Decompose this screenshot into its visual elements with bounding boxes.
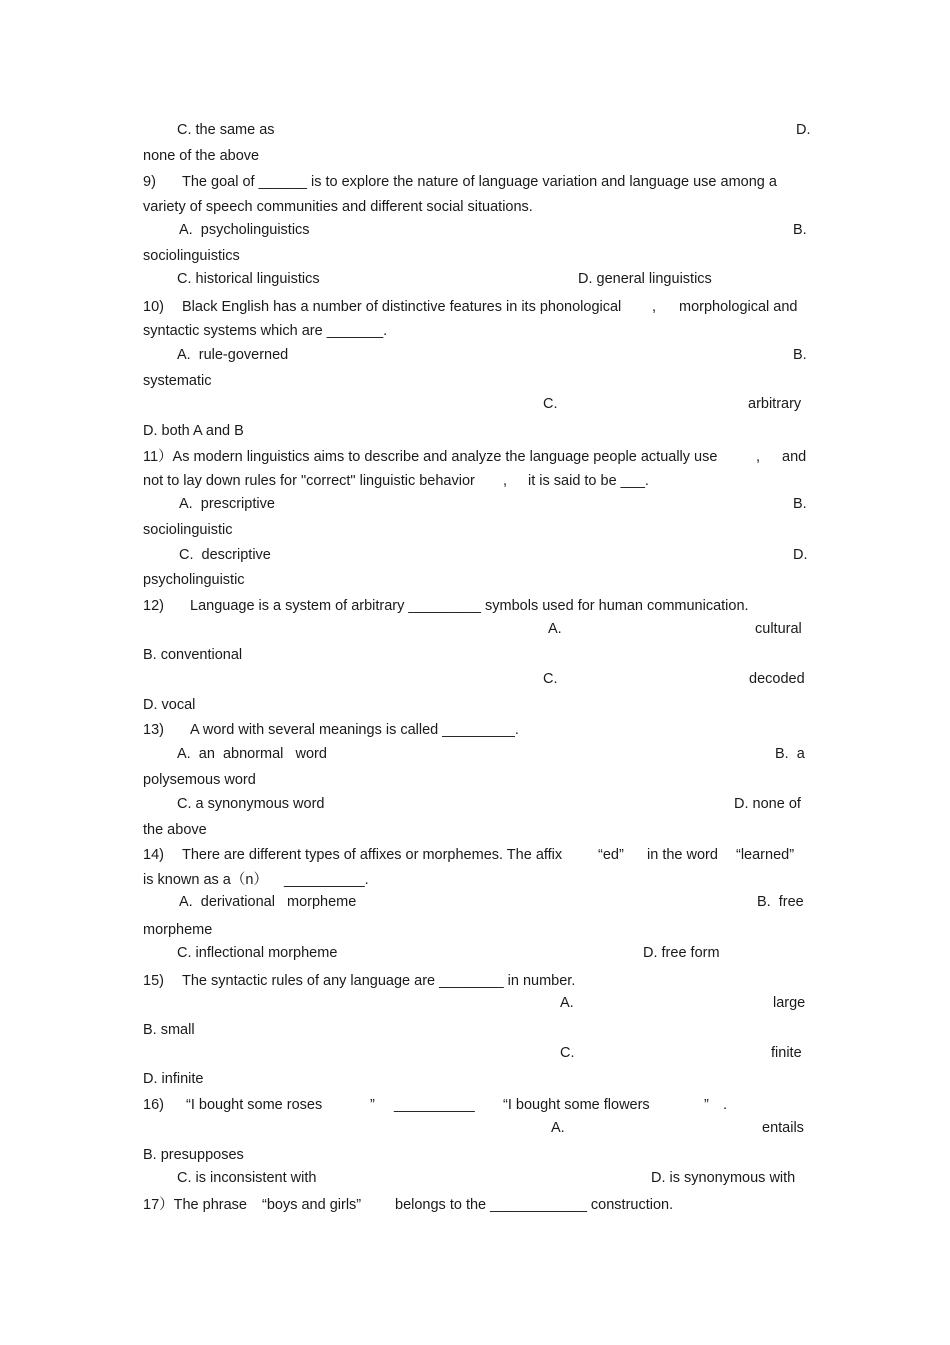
question-text: The syntactic rules of any language are ________ in number. xyxy=(182,973,576,989)
option-c-text: decoded xyxy=(749,671,805,687)
question-text: belongs to the ____________ construction. xyxy=(395,1197,674,1213)
question-text: 17）The phrase xyxy=(143,1197,247,1213)
option-b: B. presupposes xyxy=(143,1147,244,1163)
question-text: is known as a（n） xyxy=(143,872,268,888)
punctuation: , xyxy=(652,299,657,315)
option-b-label: B. xyxy=(793,347,807,363)
question-text: variety of speech communities and different social situations. xyxy=(143,199,533,215)
option-c-label: C. xyxy=(560,1045,575,1061)
option-d: D. vocal xyxy=(143,697,196,713)
question-text: The goal of ______ is to explore the nature of language variation and language use among a xyxy=(182,174,777,190)
option-a: A. rule-governed xyxy=(177,347,289,363)
question-text: 11）As modern linguistics aims to describe and analyze the language people actually use xyxy=(143,449,718,465)
question-number: 14) xyxy=(143,847,164,863)
option-d: D. both A and B xyxy=(143,423,244,439)
option-b: B. small xyxy=(143,1022,195,1038)
option-c: C. descriptive xyxy=(179,547,271,563)
option-a-text: entails xyxy=(762,1120,804,1136)
quoted-sentence: “I bought some flowers xyxy=(503,1097,650,1113)
option-b-label: B. xyxy=(793,496,807,512)
option-a: A. psycholinguistics xyxy=(179,222,310,238)
question-number: 13) xyxy=(143,722,164,738)
punctuation: . xyxy=(723,1097,728,1113)
quoted-term: “ed” xyxy=(598,847,624,863)
question-text: There are different types of affixes or morphemes. The affix xyxy=(182,847,563,863)
option-a: A. prescriptive xyxy=(179,496,275,512)
option-a-text: large xyxy=(773,995,806,1011)
option-a-label: A. xyxy=(551,1120,565,1136)
option-d-text: psycholinguistic xyxy=(143,572,245,588)
option-d: D. free form xyxy=(643,945,720,961)
question-number: 16) xyxy=(143,1097,164,1113)
option-b: B. conventional xyxy=(143,647,243,663)
question-text: and xyxy=(782,449,807,465)
option-d-text: the above xyxy=(143,822,207,838)
option-c: C. inflectional morpheme xyxy=(177,945,338,961)
option-b-text: systematic xyxy=(143,373,212,389)
question-number: 10) xyxy=(143,299,164,315)
option-b-label: B. a xyxy=(775,746,805,762)
option-d-label: D. none of xyxy=(734,796,801,812)
option-d-text: none of the above xyxy=(143,148,260,164)
question-text: in the word xyxy=(647,847,718,863)
punctuation: ” xyxy=(704,1097,709,1113)
answer-blank: __________ xyxy=(394,1097,475,1113)
question-number: 15) xyxy=(143,973,164,989)
option-d-label: D. xyxy=(796,122,811,138)
option-a-label: A. xyxy=(560,995,574,1011)
quoted-term: “boys and girls” xyxy=(262,1197,362,1213)
option-a: A. derivational morpheme xyxy=(179,894,357,910)
option-a-label: A. xyxy=(548,621,562,637)
question-text: syntactic systems which are _______. xyxy=(143,323,388,339)
option-b-label: B. xyxy=(793,222,807,238)
quoted-term: “learned” xyxy=(736,847,795,863)
option-c: C. is inconsistent with xyxy=(177,1170,317,1186)
option-c-label: C. xyxy=(543,396,558,412)
option-d-label: D. xyxy=(793,547,808,563)
punctuation: , xyxy=(756,449,761,465)
option-c-label: C. xyxy=(543,671,558,687)
question-number: 12) xyxy=(143,598,164,614)
question-text: not to lay down rules for "correct" linguistic behavior xyxy=(143,473,475,489)
option-b-text: sociolinguistics xyxy=(143,248,240,264)
option-d: D. is synonymous with xyxy=(651,1170,796,1186)
punctuation: , xyxy=(503,473,508,489)
option-b-text: morpheme xyxy=(143,922,213,938)
option-d: D. infinite xyxy=(143,1071,204,1087)
option-d: D. general linguistics xyxy=(578,271,712,287)
option-b-label: B. free xyxy=(757,894,804,910)
quoted-sentence: “I bought some roses xyxy=(186,1097,323,1113)
question-text: Black English has a number of distinctive features in its phonological xyxy=(182,299,622,315)
punctuation: ” xyxy=(370,1097,375,1113)
question-text: A word with several meanings is called _________. xyxy=(190,722,519,738)
question-text: it is said to be ___. xyxy=(528,473,649,489)
answer-blank: __________. xyxy=(284,872,369,888)
option-c: C. historical linguistics xyxy=(177,271,320,287)
option-a: A. an abnormal word xyxy=(177,746,327,762)
option-c-text: finite xyxy=(771,1045,802,1061)
option-c: C. the same as xyxy=(177,122,275,138)
option-b-text: polysemous word xyxy=(143,772,256,788)
option-a-text: cultural xyxy=(755,621,802,637)
option-b-text: sociolinguistic xyxy=(143,522,233,538)
question-text: morphological and xyxy=(679,299,798,315)
option-c-text: arbitrary xyxy=(748,396,802,412)
question-number: 9) xyxy=(143,174,156,190)
question-text: Language is a system of arbitrary _________ symbols used for human communication. xyxy=(190,598,749,614)
option-c: C. a synonymous word xyxy=(177,796,325,812)
